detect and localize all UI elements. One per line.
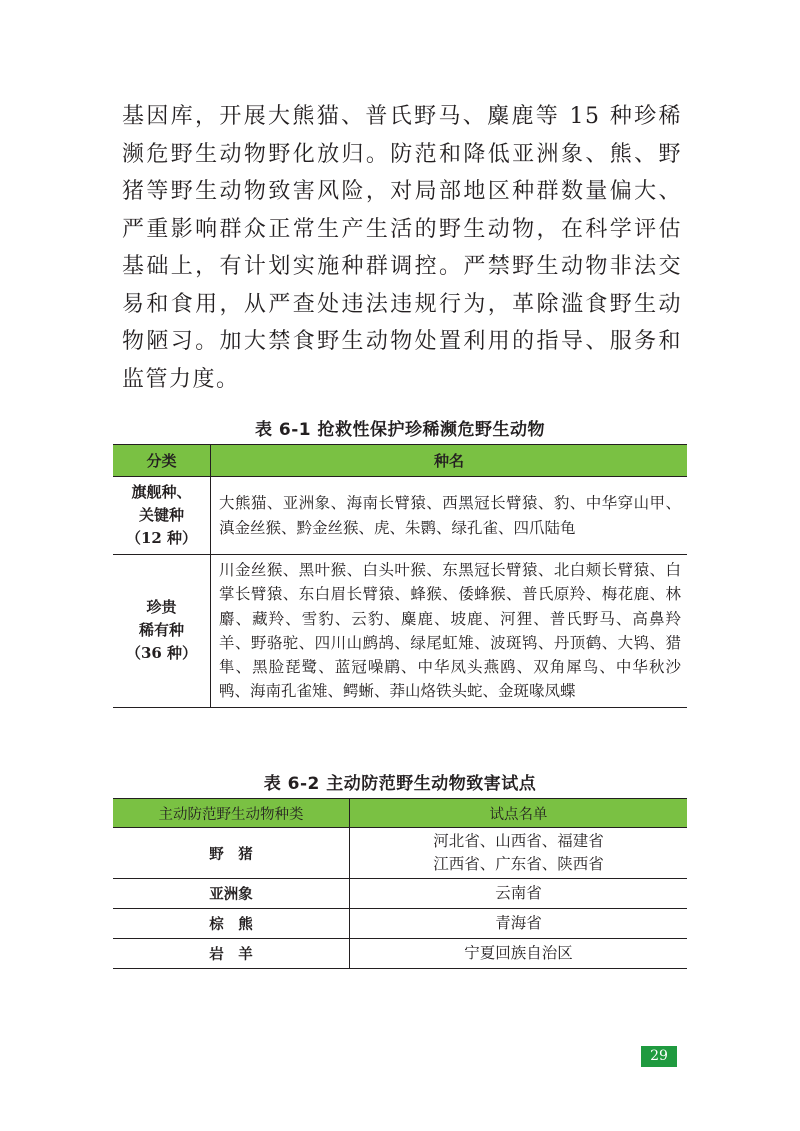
wildlife-damage-pilot-table	[113, 798, 687, 969]
category-line: 珍贵	[146, 598, 177, 617]
animal-cell: 棕 熊	[113, 909, 350, 939]
table-row	[113, 939, 687, 969]
category-line: 稀有种	[138, 621, 184, 640]
table-row	[113, 879, 687, 909]
animal-cell: 岩 羊	[113, 939, 350, 969]
sites-cell: 宁夏回族自治区	[350, 939, 688, 969]
sites-cell: 云南省	[350, 879, 688, 909]
animal-cell: 野 猪	[113, 828, 350, 879]
column-header-category: 分类	[113, 445, 211, 477]
column-header-animal-type: 主动防范野生动物种类	[113, 799, 350, 828]
table-header-row	[113, 799, 687, 828]
species-cell: 大熊猫、亚洲象、海南长臂猿、西黑冠长臂猿、豹、中华穿山甲、滇金丝猴、黔金丝猴、虎、朱鹮、绿孔雀、四爪陆龟	[211, 477, 688, 555]
category-cell	[113, 555, 211, 708]
category-line: 旗舰种、	[131, 483, 192, 501]
category-line: 关键种	[138, 506, 184, 524]
page-number-badge: 29	[641, 1046, 677, 1067]
category-line: （36 种）	[125, 644, 198, 663]
table1-caption: 表 6-1 抢救性保护珍稀濒危野生动物	[254, 420, 546, 440]
table2-caption: 表 6-2 主动防范野生动物致害试点	[263, 774, 537, 794]
site-line: 河北省、山西省、福建省	[433, 832, 604, 850]
column-header-species: 种名	[211, 445, 688, 477]
endangered-species-table	[113, 444, 687, 708]
table-row	[113, 828, 687, 879]
category-line: （12 种）	[125, 529, 198, 547]
animal-cell: 亚洲象	[113, 879, 350, 909]
body-paragraph: 基因库，开展大熊猫、普氏野马、麋鹿等 15 种珍稀濒危野生动物野化放归。防范和降低亚洲象、熊、野猪等野生动物致害风险，对局部地区种群数量偏大、严重影响群众正常生产生活的野生动物，在科学评估基础上，有计划实施种群调控。严禁野生动物非法交易和食用，从严查处违法违规行为，革除滥食野生动物陋习。加大禁食野生动物处置利用的指导、服务和监管力度。	[122, 104, 682, 392]
sites-cell	[350, 828, 688, 879]
site-line: 江西省、广东省、陕西省	[433, 855, 604, 873]
table-row	[113, 555, 687, 708]
table-header-row	[113, 445, 687, 477]
sites-cell: 青海省	[350, 909, 688, 939]
column-header-pilot-list: 试点名单	[350, 799, 688, 828]
category-cell	[113, 477, 211, 555]
table-row	[113, 477, 687, 555]
species-cell: 川金丝猴、黑叶猴、白头叶猴、东黑冠长臂猿、北白颊长臂猿、白掌长臂猿、东白眉长臂猿、蜂猴、倭蜂猴、普氏原羚、梅花鹿、林麝、藏羚、雪豹、云豹、麋鹿、坡鹿、河狸、普氏野马、高鼻羚羊、野骆驼、四川山鹧鸪、绿尾虹雉、波斑鸨、丹顶鹤、大鸨、猎隼、黑脸琵鹭、蓝冠噪鹛、中华凤头燕鸥、双角犀鸟、中华秋沙鸭、海南孔雀雉、鳄蜥、莽山烙铁头蛇、金斑喙凤蝶	[211, 555, 688, 708]
table-row	[113, 909, 687, 939]
